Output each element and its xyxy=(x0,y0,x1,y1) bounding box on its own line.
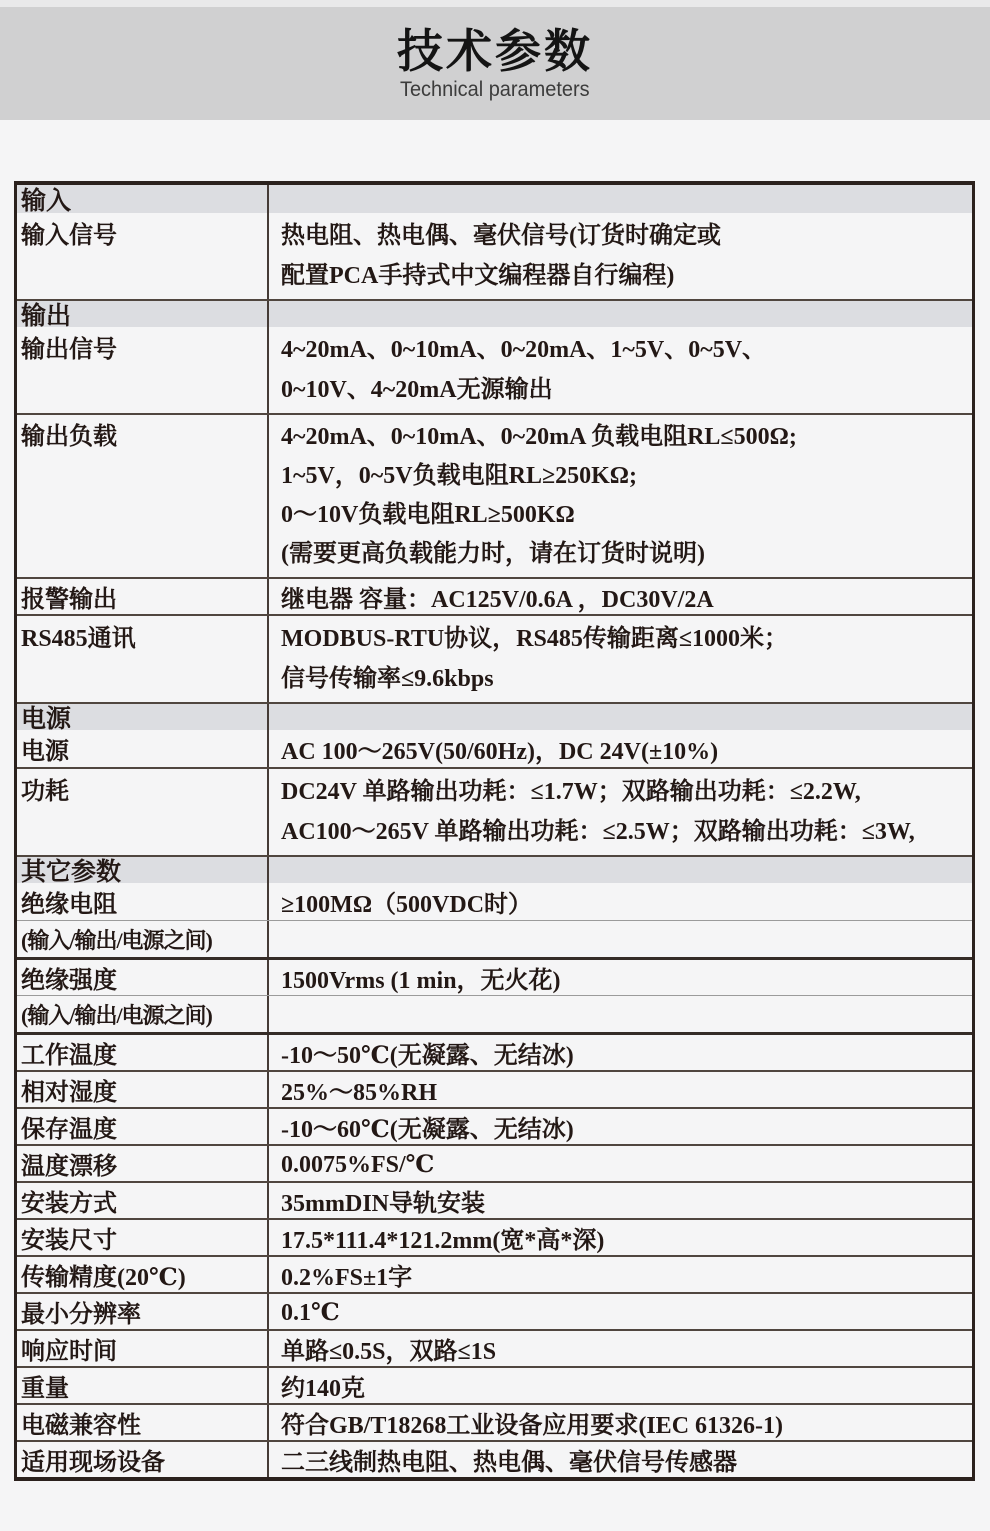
param-value-line: 热电阻、热电偶、毫伏信号(订货时确定或 xyxy=(281,223,721,249)
param-label: 工作温度 xyxy=(17,1035,269,1070)
param-value xyxy=(269,213,972,299)
param-value-line: 继电器 容量：AC125V/0.6A ，DC30V/2A xyxy=(281,587,714,613)
param-label: 安装方式 xyxy=(17,1183,269,1218)
param-label: 最小分辨率 xyxy=(17,1294,269,1329)
param-label: 传输精度(20℃) xyxy=(17,1257,269,1292)
param-row xyxy=(17,883,972,920)
param-value-line: MODBUS-RTU协议，RS485传输距离≤1000米； xyxy=(281,626,789,652)
param-row xyxy=(17,1218,972,1255)
param-label: 输出信号 xyxy=(17,327,269,413)
param-value-line: 0～10V负载电阻RL≥500KΩ xyxy=(281,502,575,528)
param-label: (输入/输出/电源之间) xyxy=(17,921,269,957)
param-value xyxy=(269,704,972,730)
param-value-line: 约140克 xyxy=(281,1376,365,1402)
header-banner xyxy=(0,7,990,120)
param-value xyxy=(269,1331,972,1366)
param-row xyxy=(17,1181,972,1218)
param-row xyxy=(17,1366,972,1403)
param-value xyxy=(269,996,972,1032)
param-value xyxy=(269,327,972,413)
param-value xyxy=(269,185,972,213)
param-value-line: 单路≤0.5S，双路≤1S xyxy=(281,1339,497,1365)
param-value-line: 符合GB/T18268工业设备应用要求(IEC 61326-1) xyxy=(281,1413,784,1439)
param-label: 相对湿度 xyxy=(17,1072,269,1107)
param-label: 功耗 xyxy=(17,769,269,855)
param-value xyxy=(269,1405,972,1440)
param-value-line: 17.5*111.4*121.2mm(宽*高*深) xyxy=(281,1228,605,1254)
param-row xyxy=(17,1255,972,1292)
spec-table xyxy=(14,181,975,1481)
param-row xyxy=(17,413,972,577)
param-label: 输出负载 xyxy=(17,415,269,577)
param-row xyxy=(17,1070,972,1107)
section-label: 电源 xyxy=(17,704,269,730)
param-value-line: 0~10V、4~20mA无源输出 xyxy=(281,377,553,403)
param-value-line: AC 100～265V(50/60Hz)，DC 24V(±10%) xyxy=(281,739,719,765)
param-value xyxy=(269,883,972,920)
param-value xyxy=(269,960,972,995)
param-value xyxy=(269,579,972,614)
param-value-line: DC24V 单路输出功耗：≤1.7W；双路输出功耗：≤2.2W, xyxy=(281,779,861,805)
param-value xyxy=(269,1220,972,1255)
param-label: 绝缘强度 xyxy=(17,960,269,995)
param-row xyxy=(17,957,972,995)
param-value xyxy=(269,1183,972,1218)
param-value-line: 4~20mA、0~10mA、0~20mA 负载电阻RL≤500Ω; xyxy=(281,424,797,450)
param-value-line: 配置PCA手持式中文编程器自行编程) xyxy=(281,263,675,289)
param-label: 电源 xyxy=(17,730,269,767)
param-value-line: 信号传输率≤9.6kbps xyxy=(281,666,494,692)
sub-row xyxy=(17,995,972,1032)
param-label: 电磁兼容性 xyxy=(17,1405,269,1440)
param-value xyxy=(269,730,972,767)
param-label: 保存温度 xyxy=(17,1109,269,1144)
param-value xyxy=(269,1072,972,1107)
param-value xyxy=(269,769,972,855)
param-row xyxy=(17,730,972,767)
param-label: (输入/输出/电源之间) xyxy=(17,996,269,1032)
param-row xyxy=(17,1032,972,1070)
param-value-line: 0.1℃ xyxy=(281,1299,340,1326)
section-label: 输入 xyxy=(17,185,269,213)
param-row xyxy=(17,327,972,413)
param-value-line: ≥100MΩ（500VDC时） xyxy=(281,892,533,918)
param-label: 响应时间 xyxy=(17,1331,269,1366)
param-value xyxy=(269,1294,972,1329)
param-label: 温度漂移 xyxy=(17,1146,269,1181)
param-value xyxy=(269,1109,972,1144)
param-value-line: AC100～265V 单路输出功耗：≤2.5W；双路输出功耗：≤3W, xyxy=(281,819,915,845)
param-value-line: 25%～85%RH xyxy=(281,1080,437,1106)
top-strip xyxy=(0,0,990,7)
param-value-line: 4~20mA、0~10mA、0~20mA、1~5V、0~5V、 xyxy=(281,337,767,363)
param-value-line: 0.2%FS±1字 xyxy=(281,1265,413,1291)
param-value xyxy=(269,1146,972,1181)
param-label: 输入信号 xyxy=(17,213,269,299)
param-row xyxy=(17,1292,972,1329)
page-subtitle: Technical parameters xyxy=(400,77,590,101)
param-value-line: (需要更高负载能力时，请在订货时说明) xyxy=(281,541,705,567)
section-row xyxy=(17,299,972,327)
section-row xyxy=(17,855,972,883)
param-value xyxy=(269,616,972,702)
param-label: 报警输出 xyxy=(17,579,269,614)
param-row xyxy=(17,213,972,299)
param-row xyxy=(17,1440,972,1477)
param-value xyxy=(269,1442,972,1477)
param-row xyxy=(17,767,972,855)
param-label: 适用现场设备 xyxy=(17,1442,269,1477)
param-label: 重量 xyxy=(17,1368,269,1403)
page-title: 技术参数 xyxy=(397,24,593,77)
param-label: 安装尺寸 xyxy=(17,1220,269,1255)
param-value xyxy=(269,415,972,577)
param-row xyxy=(17,1329,972,1366)
param-value-line: 0.0075%FS/℃ xyxy=(281,1151,435,1178)
param-value xyxy=(269,1368,972,1403)
section-label: 其它参数 xyxy=(17,857,269,883)
param-value-line: 35mmDIN导轨安装 xyxy=(281,1191,485,1217)
param-value-line: 1500Vrms (1 min，无火花) xyxy=(281,968,561,994)
param-row xyxy=(17,577,972,614)
param-value xyxy=(269,301,972,327)
param-value-line: -10～60℃(无凝露、无结冰) xyxy=(281,1117,574,1143)
param-value xyxy=(269,857,972,883)
param-value xyxy=(269,1257,972,1292)
param-value-line: 二三线制热电阻、热电偶、毫伏信号传感器 xyxy=(281,1450,737,1476)
param-label: 绝缘电阻 xyxy=(17,883,269,920)
param-value xyxy=(269,1035,972,1070)
section-label: 输出 xyxy=(17,301,269,327)
param-row xyxy=(17,1107,972,1144)
param-row xyxy=(17,1144,972,1181)
param-label: RS485通讯 xyxy=(17,616,269,702)
param-value-line: 1~5V，0~5V负载电阻RL≥250KΩ; xyxy=(281,463,638,489)
section-row xyxy=(17,702,972,730)
section-row xyxy=(17,185,972,213)
param-value-line: -10～50℃(无凝露、无结冰) xyxy=(281,1043,574,1069)
param-row xyxy=(17,1403,972,1440)
param-row xyxy=(17,614,972,702)
sub-row xyxy=(17,920,972,957)
param-value xyxy=(269,921,972,957)
